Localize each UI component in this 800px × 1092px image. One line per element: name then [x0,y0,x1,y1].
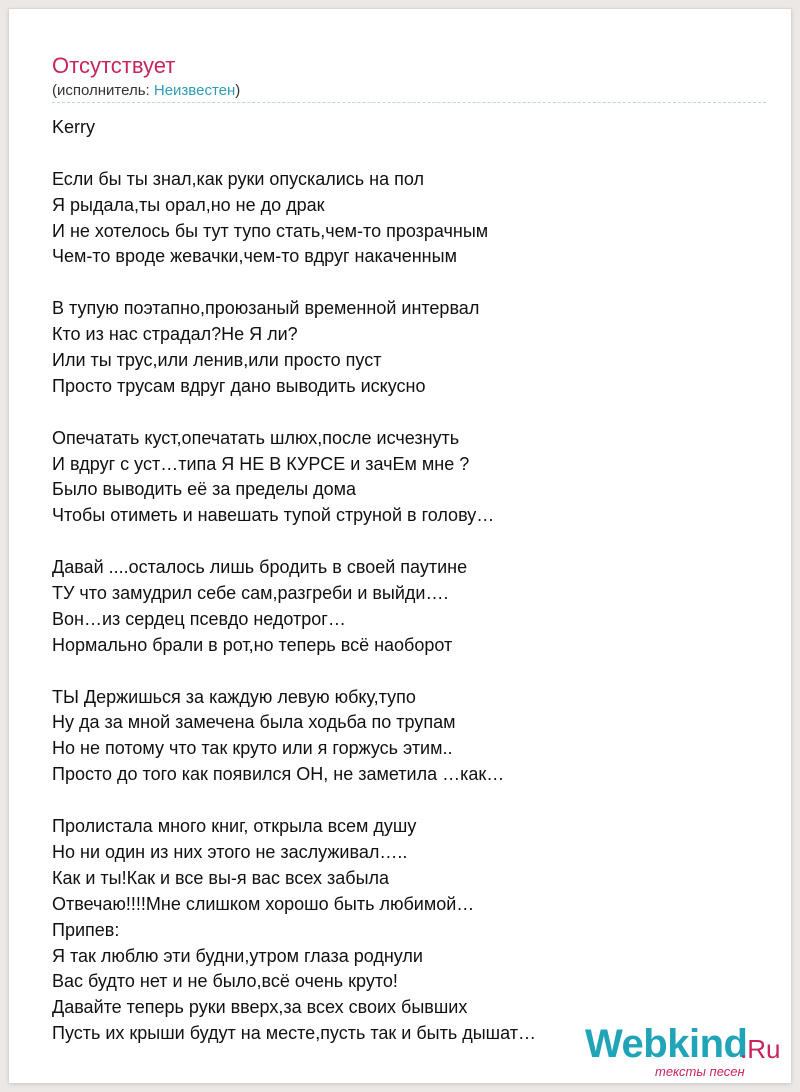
watermark-logo [585,1022,785,1086]
song-card [9,9,791,1083]
lyric-line: Вон…из сердец псевдо недотрог… [52,608,346,629]
watermark-tld: .Ru [740,1034,781,1064]
lyric-line: ТЫ Держишься за каждую левую юбку,тупо [52,686,416,707]
artist-prefix: (исполнитель: [52,82,154,99]
lyric-line: Опечатать куст,опечатать шлюх,после исчезнуть [52,427,460,448]
lyric-line: Или ты трус,или ленив,или просто пуст [52,350,382,371]
lyric-line: Пролистала много книг, открыла всем душу [52,816,417,837]
lyric-line: Я рыдала,ты орал,но не до драк [52,194,325,215]
lyric-line: И не хотелось бы тут тупо стать,чем-то прозрачным [52,220,489,241]
lyric-line: Ну да за мной замечена была ходьба по трупам [52,712,456,733]
lyric-line: Но не потому что так круто или я горжусь этим.. [52,738,453,759]
lyric-line: ТУ что замудрил себе сам,разгреби и выйди…. [52,583,449,604]
lyric-line: Кто из нас страдал?Не Я ли? [52,324,298,345]
lyric-line: Пусть их крыши будут на месте,пусть так и быть дышат… [52,1023,536,1044]
stanza-break [52,270,772,296]
lyric-line: Давай ....осталось лишь бродить в своей паутине [52,557,468,578]
lyric-line: Просто до того как появился ОН, не заметила …как… [52,764,505,785]
lyric-line: Kerry [52,117,96,137]
watermark-brand: Webkind [585,1022,748,1066]
lyric-line: Чем-то вроде жевачки,чем-то вдруг накаченным [52,246,457,267]
stanza-break [52,141,772,167]
artist-suffix: ) [235,82,241,99]
lyric-line: Давайте теперь руки вверх,за всех своих бывших [52,997,468,1018]
lyric-line: Отвечаю!!!!Мне слишком хорошо быть любимой… [52,893,475,914]
artist-line [52,82,240,100]
stanza-break [52,788,772,814]
lyric-line: Как и ты!Как и все вы-я вас всех забыла [52,867,390,888]
stanza-break [52,659,772,685]
stanza-break [52,400,772,426]
lyric-line: Вас будто нет и не было,всё очень круто! [52,971,398,992]
lyric-line: Нормально брали в рот,но теперь всё наоборот [52,634,453,655]
lyric-line: И вдруг с уст…типа Я НЕ В КУРСЕ и зачЕм мне ? [52,453,470,474]
lyric-line: Просто трусам вдруг дано выводить искусно [52,375,426,396]
lyric-line: Припев: [52,919,120,940]
lyric-line: Чтобы отиметь и навешать тупой струной в голову… [52,505,495,526]
song-title: Отсутствует [52,53,176,78]
watermark-tagline: тексты песен [655,1064,745,1079]
divider [52,102,766,103]
artist-link[interactable]: Неизвестен [153,82,236,99]
lyric-line: В тупую поэтапно,проюзаный временной интервал [52,298,480,319]
lyric-line: Было выводить её за пределы дома [52,479,357,500]
lyric-line: Я так люблю эти будни,утром глаза роднули [52,945,423,966]
lyric-line: Если бы ты знал,как руки опускались на пол [52,168,424,189]
lyrics-body [52,115,772,1047]
stanza-break [52,529,772,555]
lyric-line: Но ни один из них этого не заслуживал….. [52,841,408,862]
